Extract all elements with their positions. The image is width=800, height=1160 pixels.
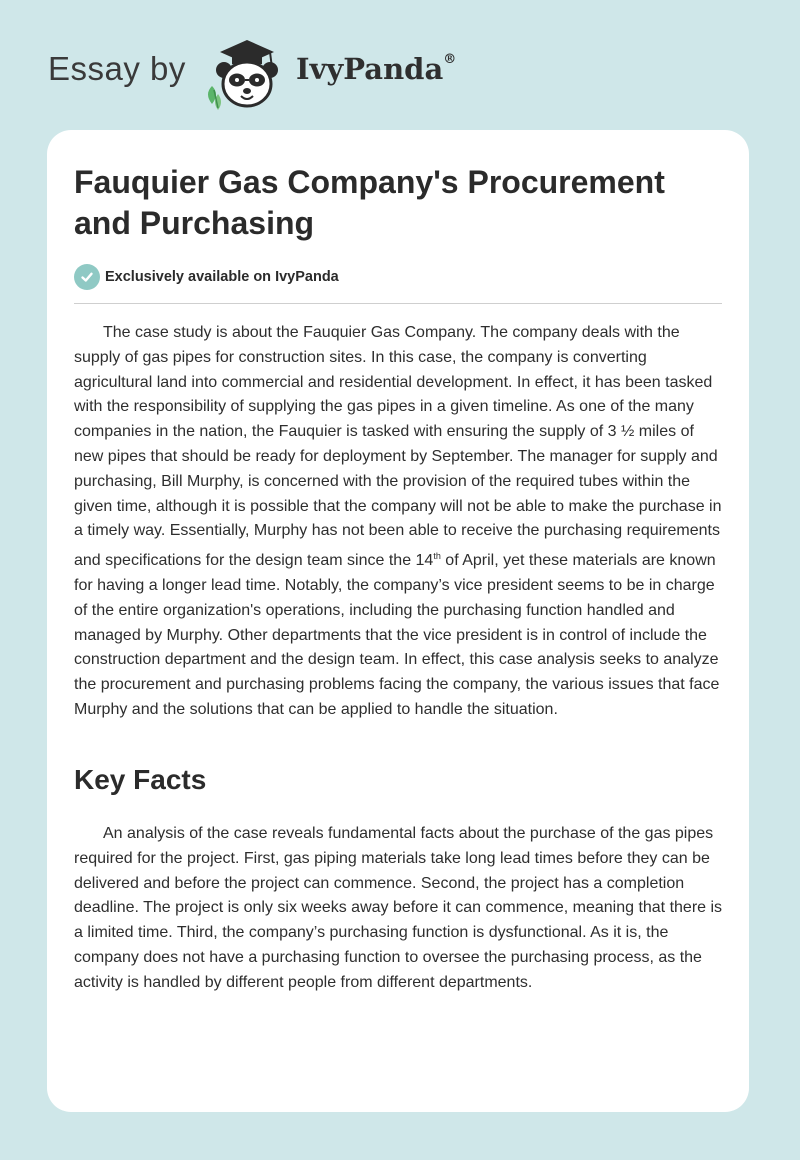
ordinal-suffix: th [433, 551, 441, 562]
section-heading-key-facts: Key Facts [74, 764, 207, 795]
exclusive-badge [74, 264, 339, 290]
key-facts-paragraph: An analysis of the case reveals fundamental facts about the purchase of the gas pipes required for the project. First, gas piping materials take long lead times before they can be delivered and before the project can commence. Second, the project has a completion deadline. The project is only six weeks away before it can commence, meaning that there is a limited time. Third, the company’s purchasing function is dysfunctional. As it is, the company does not have a purchasing function to oversee the purchasing process, as the activity is handled by different people from different departments. [74, 825, 723, 991]
exclusive-badge-text: Exclusively available on IvyPanda [105, 269, 339, 285]
intro-paragraph-part1: The case study is about the Fauquier Gas Company. The company deals with the supply of gas pipes for construction sites. In this case, the company is converting agricultural land into commercial and residential development. In effect, it has been tasked with the responsibility of supplying the gas pipes in a given timeline. As one of the many companies in the nation, the Fauquier is tasked with ensuring the supply of 3 ½ miles of new pipes that should be ready for deployment by September. The manager for supply and purchasing, Bill Murphy, is concerned with the provision of the required tubes within the given time, although it is possible that the company will not be able to make the purchase in a timely way. Essentially, Murphy has not been able to receive the purchasing requirements and specifications for the design team since the 14 [74, 324, 722, 570]
brand-name-text: IvyPanda [296, 52, 444, 86]
check-icon [74, 264, 100, 290]
article-card [47, 130, 749, 1112]
intro-paragraph [74, 321, 724, 723]
site-header [48, 32, 468, 112]
brand-name[interactable] [296, 52, 456, 86]
page-title: Fauquier Gas Company's Procurement and Purchasing [74, 164, 665, 241]
divider [74, 303, 722, 304]
registered-mark: ® [443, 52, 457, 67]
panda-logo-icon[interactable] [202, 34, 292, 112]
brand-prefix: Essay by [48, 50, 186, 87]
intro-paragraph-part2: of April, yet these materials are known for having a longer lead time. Notably, the company’s vice president seems to be in charge of the entire organization's operations, including the purchasing function handled and managed by Murphy. Other departments that the vice president is in control of include the construction department and the design team. In effect, this case analysis seeks to analyze the procurement and purchasing problems facing the company, the various issues that face Murphy and the solutions that can be applied to handle the situation. [74, 552, 720, 718]
